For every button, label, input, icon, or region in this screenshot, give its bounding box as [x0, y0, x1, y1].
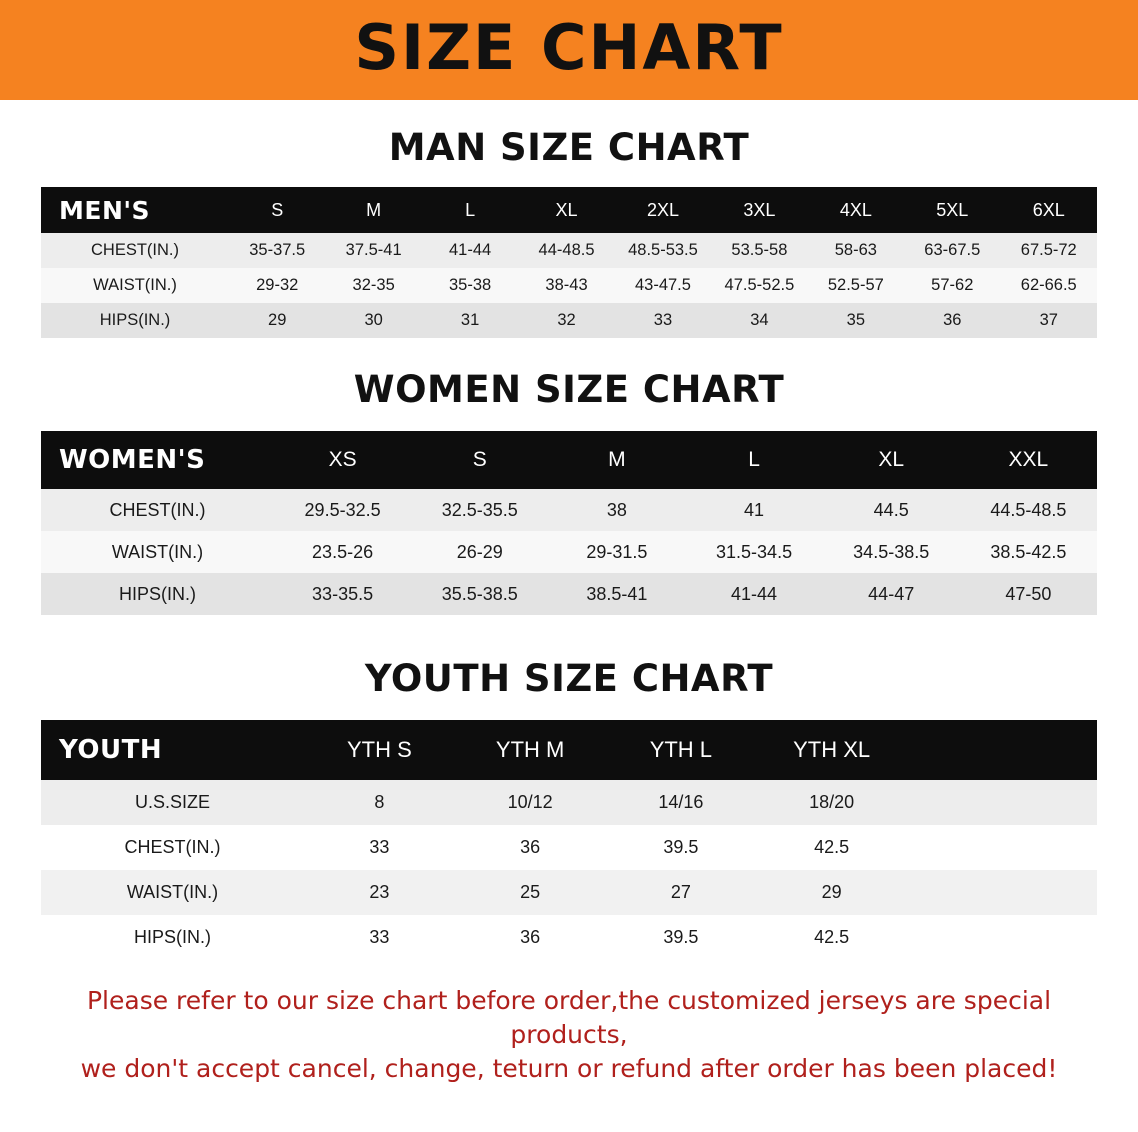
women-row-label-2: HIPS(IN.): [41, 573, 274, 615]
youth-cell-0-1: 10/12: [455, 780, 606, 825]
man-row-label-0: CHEST(IN.): [41, 233, 229, 268]
women-cell-2-2: 38.5-41: [548, 573, 685, 615]
women-cell-0-3: 41: [685, 489, 822, 531]
women-cell-1-5: 38.5-42.5: [960, 531, 1097, 573]
man-cell-1-4: 43-47.5: [615, 268, 711, 303]
man-cell-1-2: 35-38: [422, 268, 518, 303]
youth-cell-3-1: 36: [455, 915, 606, 960]
youth-cell-0-spacer: [907, 780, 1097, 825]
youth-cell-1-1: 36: [455, 825, 606, 870]
youth-row-label-1: CHEST(IN.): [41, 825, 304, 870]
man-row-label-header: MEN'S: [59, 195, 151, 225]
women-table-body: [41, 489, 1097, 615]
man-col-header-5: 3XL: [743, 199, 776, 220]
youth-row-label-0: U.S.SIZE: [41, 780, 304, 825]
man-cell-0-6: 58-63: [808, 233, 904, 268]
women-cell-2-5: 47-50: [960, 573, 1097, 615]
man-col-header-6: 4XL: [839, 199, 872, 220]
man-cell-1-5: 47.5-52.5: [711, 268, 807, 303]
youth-col-header-1: YTH M: [495, 737, 565, 762]
table-row: [41, 489, 1097, 531]
women-cell-1-0: 23.5-26: [274, 531, 411, 573]
youth-cell-0-0: 8: [304, 780, 455, 825]
table-row: [41, 268, 1097, 303]
youth-cell-1-0: 33: [304, 825, 455, 870]
women-table-wrap: [41, 431, 1097, 615]
man-cell-1-6: 52.5-57: [808, 268, 904, 303]
disclaimer-note: [39, 984, 1099, 1085]
disclaimer-line-1: Please refer to our size chart before order,the customized jerseys are special products,: [86, 986, 1052, 1049]
youth-cell-0-2: 14/16: [606, 780, 757, 825]
man-cell-2-6: 35: [808, 303, 904, 338]
man-cell-1-0: 29-32: [229, 268, 325, 303]
youth-cell-2-0: 23: [304, 870, 455, 915]
women-cell-1-3: 31.5-34.5: [685, 531, 822, 573]
man-cell-0-8: 67.5-72: [1001, 233, 1098, 268]
women-cell-1-2: 29-31.5: [548, 531, 685, 573]
women-col-header-2: M: [608, 448, 626, 471]
man-cell-1-7: 57-62: [904, 268, 1000, 303]
women-col-header-1: S: [472, 448, 487, 471]
women-cell-0-4: 44.5: [823, 489, 960, 531]
man-row-label-1: WAIST(IN.): [41, 268, 229, 303]
women-table-head: [41, 431, 1097, 489]
man-cell-2-1: 30: [325, 303, 421, 338]
man-cell-2-8: 37: [1001, 303, 1098, 338]
man-cell-2-3: 32: [518, 303, 614, 338]
man-col-header-7: 5XL: [936, 199, 969, 220]
women-row-label-1: WAIST(IN.): [41, 531, 274, 573]
youth-table-wrap: [41, 720, 1097, 960]
table-row: [41, 531, 1097, 573]
women-row-label-header: WOMEN'S: [59, 445, 206, 475]
man-cell-2-7: 36: [904, 303, 1000, 338]
man-cell-2-5: 34: [711, 303, 807, 338]
youth-table-head: [41, 720, 1097, 780]
youth-cell-1-2: 39.5: [606, 825, 757, 870]
youth-col-header-3: YTH XL: [793, 737, 871, 762]
man-cell-0-3: 44-48.5: [518, 233, 614, 268]
women-header-row: [41, 431, 1097, 489]
youth-cell-2-2: 27: [606, 870, 757, 915]
table-row: [41, 233, 1097, 268]
man-cell-0-1: 37.5-41: [325, 233, 421, 268]
table-row: [41, 573, 1097, 615]
table-row: [41, 303, 1097, 338]
man-cell-2-2: 31: [422, 303, 518, 338]
man-cell-1-8: 62-66.5: [1001, 268, 1098, 303]
women-col-header-3: L: [748, 448, 760, 471]
youth-size-table: [41, 720, 1097, 960]
youth-cell-2-3: 29: [756, 870, 907, 915]
women-cell-2-0: 33-35.5: [274, 573, 411, 615]
youth-col-header-2: YTH L: [649, 737, 713, 762]
youth-row-label-2: WAIST(IN.): [41, 870, 304, 915]
youth-cell-3-spacer: [907, 915, 1097, 960]
man-col-header-4: 2XL: [646, 199, 679, 220]
women-cell-1-4: 34.5-38.5: [823, 531, 960, 573]
man-col-header-8: 6XL: [1032, 199, 1065, 220]
youth-row-label-3: HIPS(IN.): [41, 915, 304, 960]
women-row-label-0: CHEST(IN.): [41, 489, 274, 531]
man-table-body: [41, 233, 1097, 338]
man-cell-0-2: 41-44: [422, 233, 518, 268]
man-cell-0-7: 63-67.5: [904, 233, 1000, 268]
women-cell-0-2: 38: [548, 489, 685, 531]
women-cell-1-1: 26-29: [411, 531, 548, 573]
women-cell-2-4: 44-47: [823, 573, 960, 615]
youth-cell-3-2: 39.5: [606, 915, 757, 960]
youth-col-header-0: YTH S: [346, 737, 412, 762]
women-cell-2-1: 35.5-38.5: [411, 573, 548, 615]
table-row: [41, 870, 1097, 915]
man-section-heading: MAN SIZE CHART: [388, 126, 750, 169]
man-col-header-0: S: [271, 199, 284, 220]
women-cell-2-3: 41-44: [685, 573, 822, 615]
table-row: [41, 915, 1097, 960]
man-col-header-2: L: [465, 199, 476, 220]
youth-col-header-spacer: [907, 720, 1097, 780]
table-row: [41, 780, 1097, 825]
man-table-head: [41, 187, 1097, 233]
disclaimer-line-2: we don't accept cancel, change, teturn or refund after order has been placed!: [80, 1053, 1058, 1083]
man-table-wrap: [41, 187, 1097, 338]
women-size-table: [41, 431, 1097, 615]
man-cell-1-3: 38-43: [518, 268, 614, 303]
youth-cell-0-3: 18/20: [756, 780, 907, 825]
women-col-header-0: XS: [328, 448, 357, 471]
youth-header-row: [41, 720, 1097, 780]
man-cell-2-4: 33: [615, 303, 711, 338]
man-size-table: [41, 187, 1097, 338]
women-cell-0-0: 29.5-32.5: [274, 489, 411, 531]
women-col-header-4: XL: [878, 448, 905, 471]
youth-cell-3-0: 33: [304, 915, 455, 960]
youth-cell-1-spacer: [907, 825, 1097, 870]
youth-row-label-header: YOUTH: [59, 735, 163, 765]
women-col-header-5: XXL: [1008, 448, 1049, 471]
women-cell-0-5: 44.5-48.5: [960, 489, 1097, 531]
women-section-heading: WOMEN SIZE CHART: [353, 368, 785, 411]
youth-cell-2-1: 25: [455, 870, 606, 915]
youth-cell-2-spacer: [907, 870, 1097, 915]
man-col-header-1: M: [366, 199, 382, 220]
man-cell-1-1: 32-35: [325, 268, 421, 303]
table-row: [41, 825, 1097, 870]
banner: [0, 0, 1138, 100]
youth-cell-1-3: 42.5: [756, 825, 907, 870]
youth-cell-3-3: 42.5: [756, 915, 907, 960]
man-cell-0-4: 48.5-53.5: [615, 233, 711, 268]
women-cell-0-1: 32.5-35.5: [411, 489, 548, 531]
youth-section-heading: YOUTH SIZE CHART: [364, 657, 774, 700]
man-cell-2-0: 29: [229, 303, 325, 338]
youth-table-body: [41, 780, 1097, 960]
page-title: SIZE CHART: [354, 11, 784, 84]
man-cell-0-5: 53.5-58: [711, 233, 807, 268]
man-row-label-2: HIPS(IN.): [41, 303, 229, 338]
man-col-header-3: XL: [555, 199, 578, 220]
man-cell-0-0: 35-37.5: [229, 233, 325, 268]
man-header-row: [41, 187, 1097, 233]
